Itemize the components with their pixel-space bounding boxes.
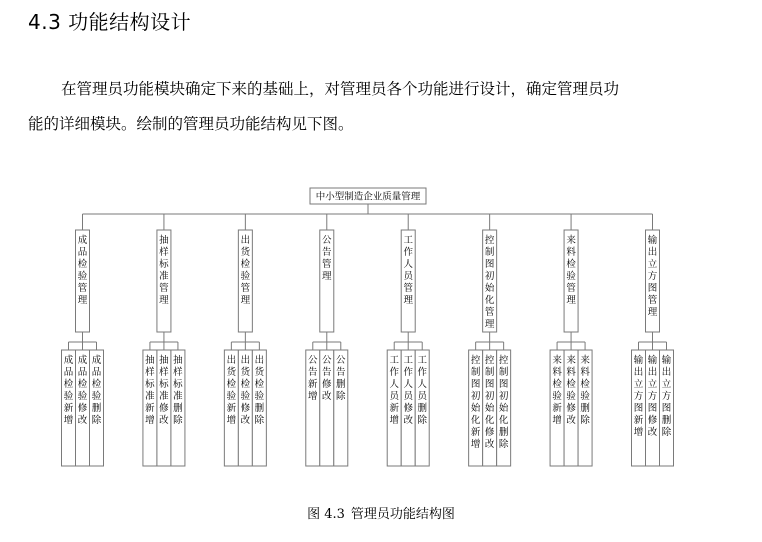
function-node-label: 控制图初始化新增 [470, 355, 481, 450]
function-node-label: 成品检验修改 [77, 355, 88, 426]
function-node-label: 抽样标准修改 [159, 355, 169, 426]
module-node-label: 出货检验管理 [240, 235, 251, 306]
function-node-label: 公告新增 [308, 355, 318, 402]
function-node-label: 出货检验新增 [226, 355, 237, 426]
module-node-label: 抽样标准管理 [159, 235, 169, 306]
figure-caption [0, 503, 762, 522]
function-node-label: 工作人员修改 [403, 355, 413, 426]
module-node-label: 成品检验管理 [77, 235, 88, 306]
function-node-label: 成品检验新增 [63, 355, 74, 426]
function-node-label: 成品检验删除 [91, 355, 102, 426]
module-node-label: 公告管理 [322, 235, 332, 282]
function-node-label: 来料检验新增 [552, 355, 562, 426]
function-node-label: 控制图初始化修改 [484, 355, 495, 450]
function-node-label: 工作人员新增 [389, 355, 399, 426]
function-node-label: 来料检验删除 [580, 355, 590, 426]
function-node-label: 出货检验删除 [254, 355, 265, 426]
root-node-label: 中小型制造企业质量管理 [315, 191, 421, 203]
function-node-label: 输出立方图删除 [661, 355, 672, 438]
paragraph-line-2: 能的详细模块。绘制的管理员功能结构见下图。 [28, 115, 354, 133]
figure-title: 管理员功能结构图 [350, 507, 455, 522]
function-node-label: 控制图初始化删除 [498, 355, 509, 450]
function-node-label: 公告修改 [322, 355, 332, 402]
function-node-label: 输出立方图新增 [633, 355, 644, 438]
function-node-label: 抽样标准新增 [145, 355, 155, 426]
module-node-label: 控制图初始化管理 [484, 235, 495, 330]
function-node-label: 来料检验修改 [566, 355, 576, 426]
figure-number: 图 4.3 [307, 507, 345, 522]
function-node-label: 出货检验修改 [240, 355, 251, 426]
module-node-label: 工作人员管理 [403, 235, 413, 306]
paragraph-line-1: 在管理员功能模块确定下来的基础上，对管理员各个功能进行设计，确定管理员功 [61, 80, 620, 98]
function-node-label: 抽样标准删除 [173, 355, 183, 426]
section-heading: 4.3 功能结构设计 [28, 10, 192, 34]
module-node-label: 输出立方图管理 [647, 235, 658, 318]
module-node-label: 来料检验管理 [566, 235, 576, 306]
function-node-label: 公告删除 [336, 355, 346, 402]
function-node-label: 输出立方图修改 [647, 355, 658, 438]
function-node-label: 工作人员删除 [417, 355, 427, 426]
